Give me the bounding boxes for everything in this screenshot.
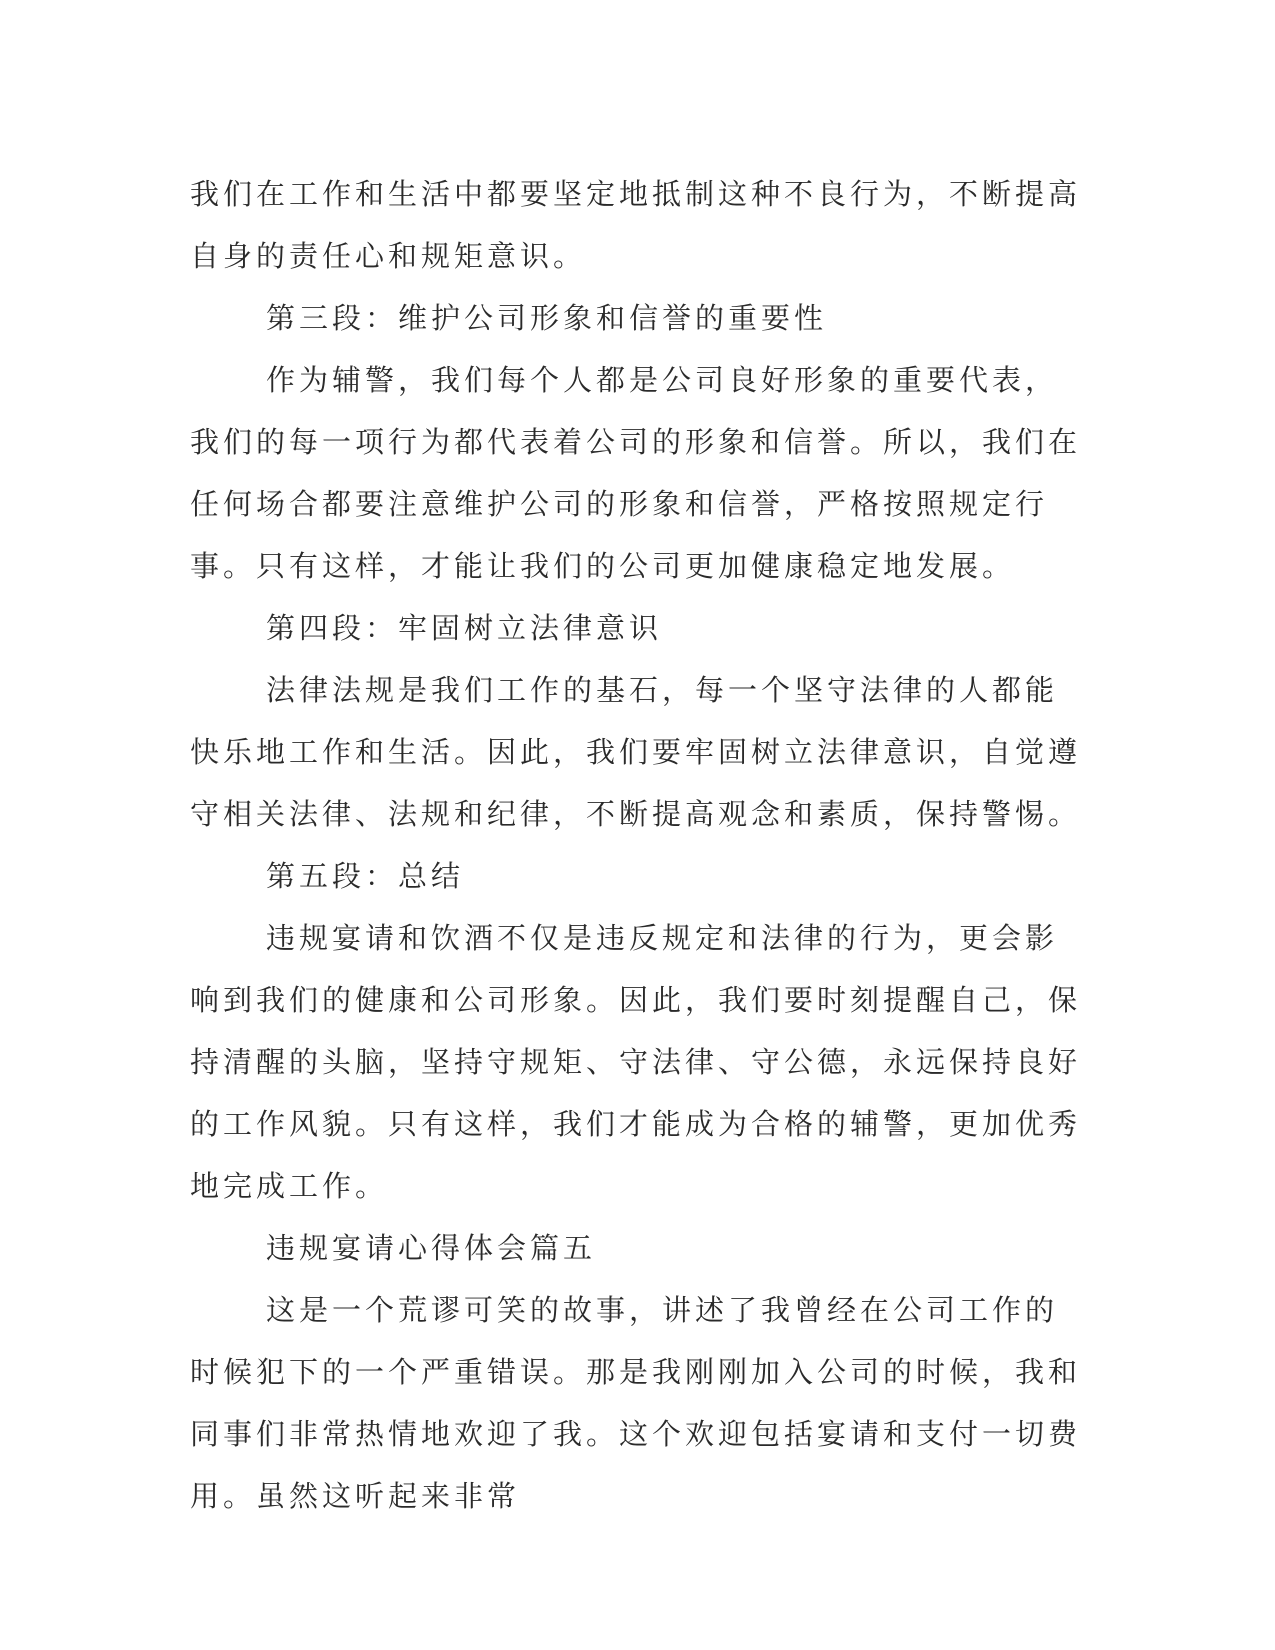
paragraph-section-3: 作为辅警，我们每个人都是公司良好形象的重要代表，我们的每一项行为都代表着公司的形象和信誉。所以，我们在任何场合都要注意维护公司的形象和信誉，严格按照规定行事。只有这样，才能让我们的公司更加健康稳定地发展。 <box>190 363 1082 583</box>
section-heading-5: 第五段：总结 <box>266 859 465 893</box>
section-heading-4: 第四段：牢固树立法律意识 <box>266 611 663 645</box>
paragraph-continuation: 我们在工作和生活中都要坚定地抵制这种不良行为，不断提高自身的责任心和规矩意识。 <box>190 177 1082 273</box>
paragraph-section-4: 法律法规是我们工作的基石，每一个坚守法律的人都能快乐地工作和生活。因此，我们要牢固树立法律意识，自觉遵守相关法律、法规和纪律，不断提高观念和素质，保持警惕。 <box>190 673 1082 831</box>
document-body <box>190 163 1082 1527</box>
article-title-part-5: 违规宴请心得体会篇五 <box>266 1231 597 1265</box>
section-heading-3: 第三段：维护公司形象和信誉的重要性 <box>266 301 828 335</box>
paragraph-part-5-intro: 这是一个荒谬可笑的故事，讲述了我曾经在公司工作的时候犯下的一个严重错误。那是我刚刚加入公司的时候，我和同事们非常热情地欢迎了我。这个欢迎包括宴请和支付一切费用。虽然这听起来非常 <box>190 1293 1082 1513</box>
paragraph-section-5: 违规宴请和饮酒不仅是违反规定和法律的行为，更会影响到我们的健康和公司形象。因此，我们要时刻提醒自己，保持清醒的头脑，坚持守规矩、守法律、守公德，永远保持良好的工作风貌。只有这样，我们才能成为合格的辅警，更加优秀地完成工作。 <box>190 921 1082 1203</box>
